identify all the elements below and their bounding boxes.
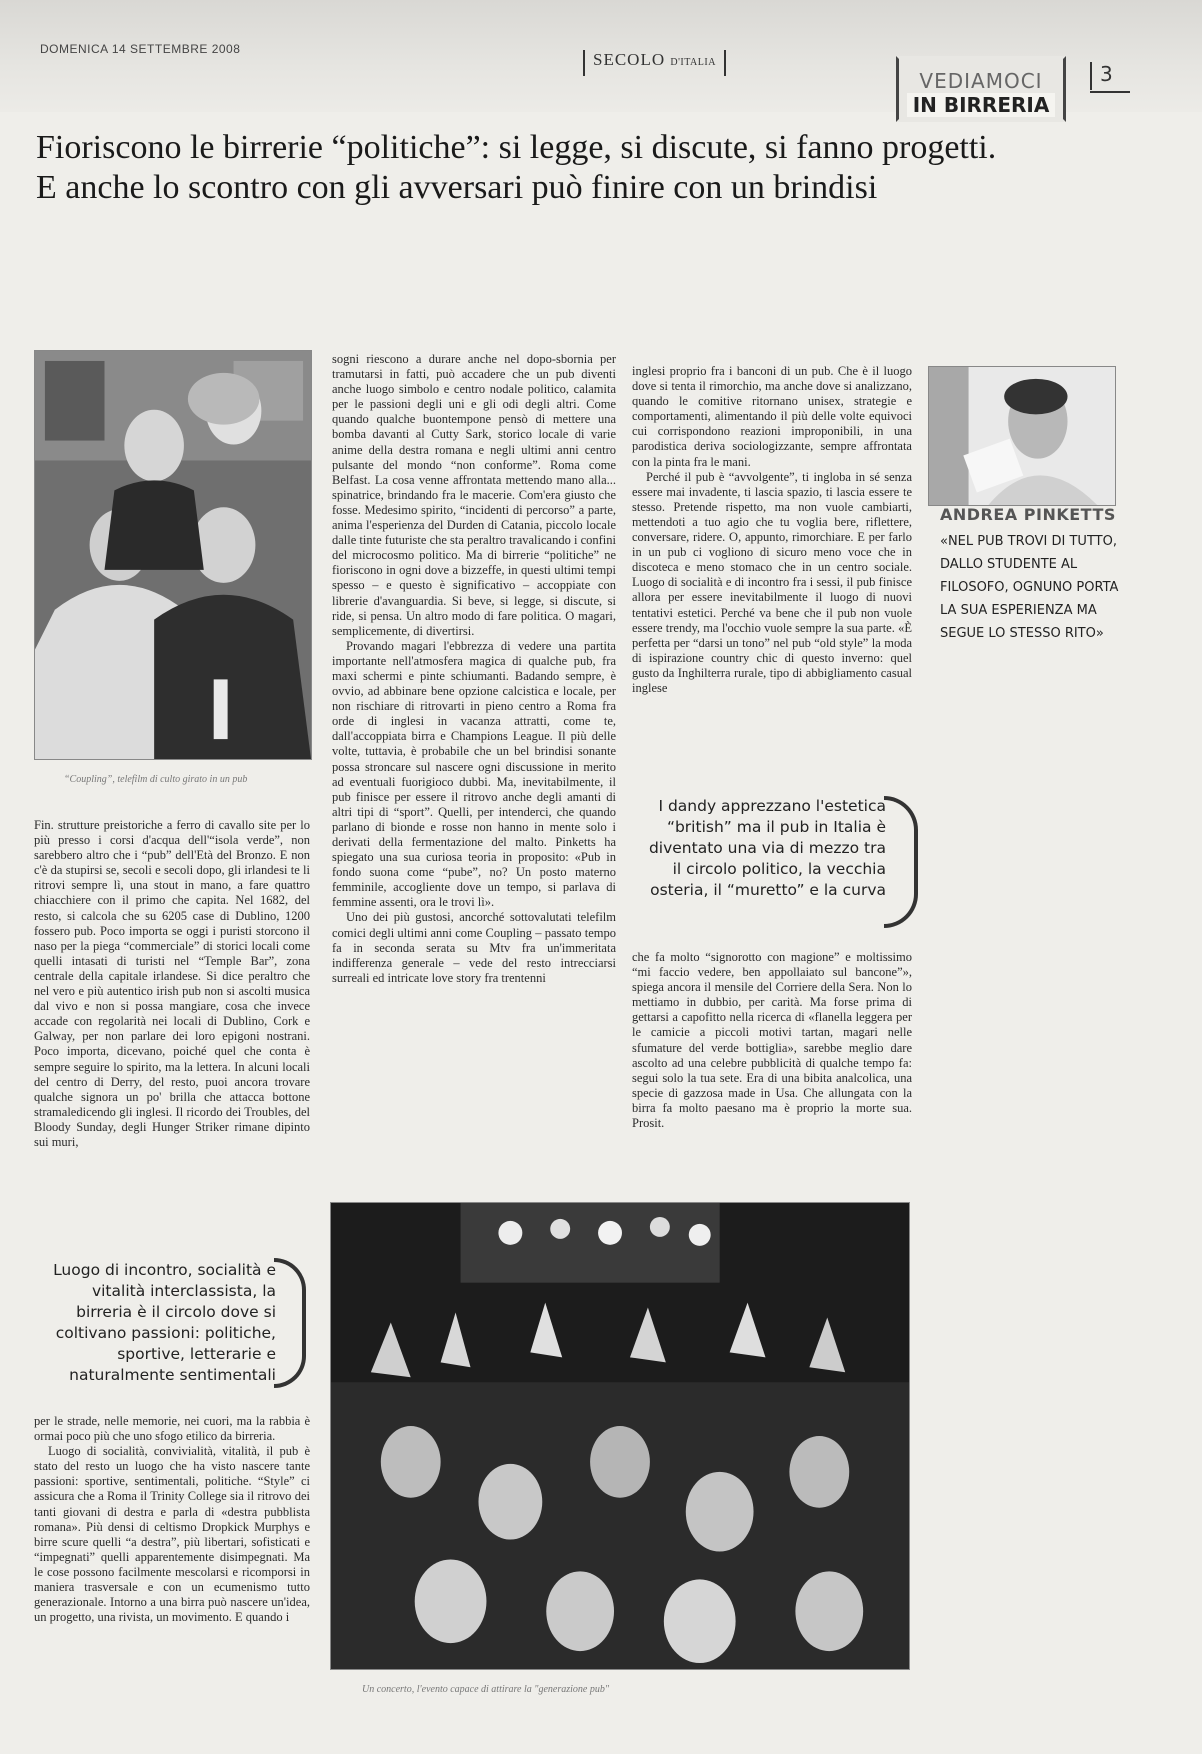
article-column-1-top [34,818,310,1220]
pinketts-portrait-photo [928,366,1116,506]
article-column-2 [332,352,616,1164]
masthead-title: SECOLO [593,50,666,69]
article-paragraph: Uno dei più gustosi, ancorché sottovalutati telefilm comici degli ultimi anni come Coupling – passato tempo fa in seconda serata su Mtv fra un'immeritata indifferenza generale – vede del resto intrecciarsi surreali ed intricate love story fra trentenni [332,910,616,985]
page-number-rule [1090,91,1130,93]
pull-quote-right-bracket [884,796,918,928]
article-column-1-bottom [34,1414,310,1714]
coupling-photo-caption: “Coupling”, telefilm di culto girato in un pub [64,774,248,785]
pinketts-name: ANDREA PINKETTS [940,505,1116,524]
pull-quote-right: I dandy apprezzano l'estetica “british” ma il pub in Italia è diventato una via di mezzo tra il circolo politico, la vecchia osteria, il “muretto” e la curva [648,797,886,899]
pinketts-quote: «NEL PUB TROVI DI TUTTO, DALLO STUDENTE AL FILOSOFO, OGNUNO PORTA LA SUA ESPERIENZA MA SEGUE LO STESSO RITO» [940,534,1119,641]
article-paragraph: Fin. strutture preistoriche a ferro di cavallo site per lo più presso i corsi d'acqua dell'“isola verde”, non sarebbero altro che i “pub” dell'Età del Bronzo. E non c'è da stupirsi se, secoli e secoli dopo, gli irlandesi te li ritrovi sempre lì, una stout in mano, a fare quattro chiacchiere con il primo che capita. Nel 1682, del resto, si calcola che su 6205 case di Dublino, 1200 fossero pub. Poco importa se oggi i puristi storcono il naso per la piega “commerciale” di storici locali come quelli intasati di turisti nel “Temple Bar”, zona centrale della capitale irlandese. Si dice peraltro che nel vero e più autentico irish pub non si ascolti musica dal vivo e non si possa mangiare, cosa che invece accade con regolarità nei locali di Dublino, Cork e Galway, per non parlare dei loro epigoni nostrani. Poco importa, dicevano, poiché quel che conta è sempre seguire lo spirito, ma la lettera. In alcuni locali del centro di Derry, del resto, puoi ancora trovare qualche signora un po' brilla che attacca bottone stramaledicendo gli inglesi. Il ricordo dei Troubles, del Bloody Sunday, degli Hunger Striker rimane dipinto sui muri, [34,818,310,1149]
article-paragraph: sogni riescono a durare anche nel dopo-sbornia per tramutarsi in fatti, può accadere che un pub diventi anche luogo simbolo e centro nodale politico, calamita per le passioni degli uni e gli odi degli altri. Come quando qualche buontempone pensò di mettere una bomba davanti al Cutty Sark, storico locale di varie anime della destra romana e negli ultimi anni centro pulsante del mondo “non conforme”. Roma come Belfast. La cosa venne affrontata mettendo mano alla... spinatrice, brindando fra le macerie. Com'era giusto che fosse. Medesimo spirito, “incidenti di percorso” a parte, anima l'esperienza del Durden di Catania, piccolo locale dalle tinte futuriste che sta peraltro travalicando i confini del microcosmo politico. Ma di birrerie “politiche” ne fioriscono in ogni dove a bizzeffe, in questi ultimi tempi spesso – e questo è significativo – accoppiate con librerie d'avanguardia. Si beve, si legge, si discute, si ride, si pensa. Un altro modo di fare politica. O magari, semplicemente, di divertirsi. [332,352,616,638]
masthead-suffix: D'ITALIA [670,57,716,68]
page-number: 3 [1090,62,1130,90]
newspaper-masthead [583,50,726,76]
headline-line1: Fioriscono le birrerie “politiche”: si legge, si discute, si fanno progetti. [36,129,997,166]
article-paragraph: Luogo di socialità, convivialità, vitalità, il pub è stato del resto un luogo che ha visto nascere tante passioni: sportive, sentimentali, politiche. “Style” ci assicura che a Roma il Trinity College sia il ritrovo dei tanti giovani di destra e parla di «destra pubblista romana». Più densi di celtismo Dropkick Murphys e birre scure quelli “a destra”, più libertari, sofisticati e “impegnati” quelli apparentemente disimpegnati. Ma le cose possono facilmente mescolarsi e ricomporsi in maniera trasversale e con un ecumenismo tutto generazionale. Intorno a una birra può nascere un'idea, un progetto, una rivista, un movimento. E quando i [34,1444,310,1625]
pinketts-quote-box [940,505,1120,645]
article-paragraph: per le strade, nelle memorie, nei cuori, ma la rabbia è ormai poco più che uno sfogo etilico da birreria. [34,1414,310,1444]
section-label [896,56,1066,122]
headline-line2: E anche lo scontro con gli avversari può finire con un brindisi [36,169,878,206]
issue-date: DOMENICA 14 SETTEMBRE 2008 [40,42,241,56]
pull-quote-left: Luogo di incontro, socialità e vitalità interclassista, la birreria è il circolo dove si coltivano passioni: politiche, sportive, letterarie e naturalmente sentimentali [53,1261,276,1384]
section-label-line2: IN BIRRERIA [907,93,1055,117]
concert-crowd-photo [330,1202,910,1670]
section-label-line1: VEDIAMOCI [919,69,1043,93]
article-paragraph: che fa molto “signorotto con magione” e moltissimo “mi faccio vedere, ben appollaiato sul bancone”», spiega ancora il mensile del Corriere della Sera. Non lo mettiamo in dubbio, per carità. Ma forse prima di gettarsi a capofitto nella ricerca di «flanella leggera per le camicie a piccoli motivi tartan, magari nelle sfumature del verde bottiglia», sarebbe meglio dare ascolto ad una celebre pubblicità di qualche tempo fa: segui solo la tua sete. Era di una bibita analcolica, una specie di gazzosa made in Usa. Che allungata con la birra fa molto paesano ma è proprio la morte sua. Prosit. [632,950,912,1131]
article-paragraph: inglesi proprio fra i banconi di un pub. Che è il luogo dove si tenta il rimorchio, ma anche dove si analizzano, quando le comitive ritornano unisex, strategie e comportamenti, alimentando il più delle volte equivoci cui corrispondono reazioni improponibili, in una parodistica deriva sociologizzante, sempre affrontata con la pinta fra le mani. [632,364,912,469]
coupling-cast-photo [34,350,312,760]
pull-quote-left-bracket [274,1258,306,1388]
article-column-3-bottom [632,950,912,1168]
article-paragraph: Perché il pub è “avvolgente”, ti inglobа in sé senza essere mai invadente, ti lascia spazio, ti lascia essere te stesso. Pretende rispetto, ma non vuole cambiarti, mettendoti a tuo agio che tu voglia bere, riflettere, conversare, ridere. O, appunto, rimorchiare. E per farlo in un pub ci vogliono di sicuro meno voce che in discoteca e meno stomaco che in un centro sociale. Luogo di socialità e di incontro fra i sessi, il pub finisce allora per essere inevitabilmente il luogo di nuovi tentativi estetici. Perché va bene che il pub non vuole essere trendy, ma l'occhio vuole sempre la sua parte. «È perfetta per “darsi un tono” nel pub “old style” la moda di ispirazione country chic di questo inverno: quel gusto da Inghilterra rurale, tipo di abbigliamento casual inglese [632,469,912,695]
concert-photo-caption: Un concerto, l'evento capace di attirare la "generazione pub" [362,1684,610,1695]
article-paragraph: Provando magari l'ebbrezza di vedere una partita importante nell'atmosfera magica di qualche pub, fra maxi schermi e pinte schiumanti. Badando sempre, è ovvio, ad abbinare bene opzione calcistica e locale, per non rischiare di ritrovarti in pieno centro a Roma fra orde di inglesi in vacanza attratti, come te, dall'accoppiata birra e Champions League. Il più delle volte, tuttavia, è probabile che un bel brindisi sonante possa stroncare sul nascere ogni discussione in merito ad eventuali fuorigioco dubbi. Ma, inevitabilmente, il pub finisce per essere il ritrovo anche degli amanti di altri tipi di “sport”. Quelli, per intenderci, che quando parlano di bionde e rosse non hanno in mente solo i derivati della fermentazione del malto. Pinketts ha spiegato una sua curiosa teoria in proposito: «Pub in fondo suona come “pube”, no? Un posto materno femminile, accogliente dove un tempo, si parlava di femmine assenti, ora le trovi lì». [332,638,616,910]
headline [36,128,1136,208]
article-column-3-top [632,364,912,768]
